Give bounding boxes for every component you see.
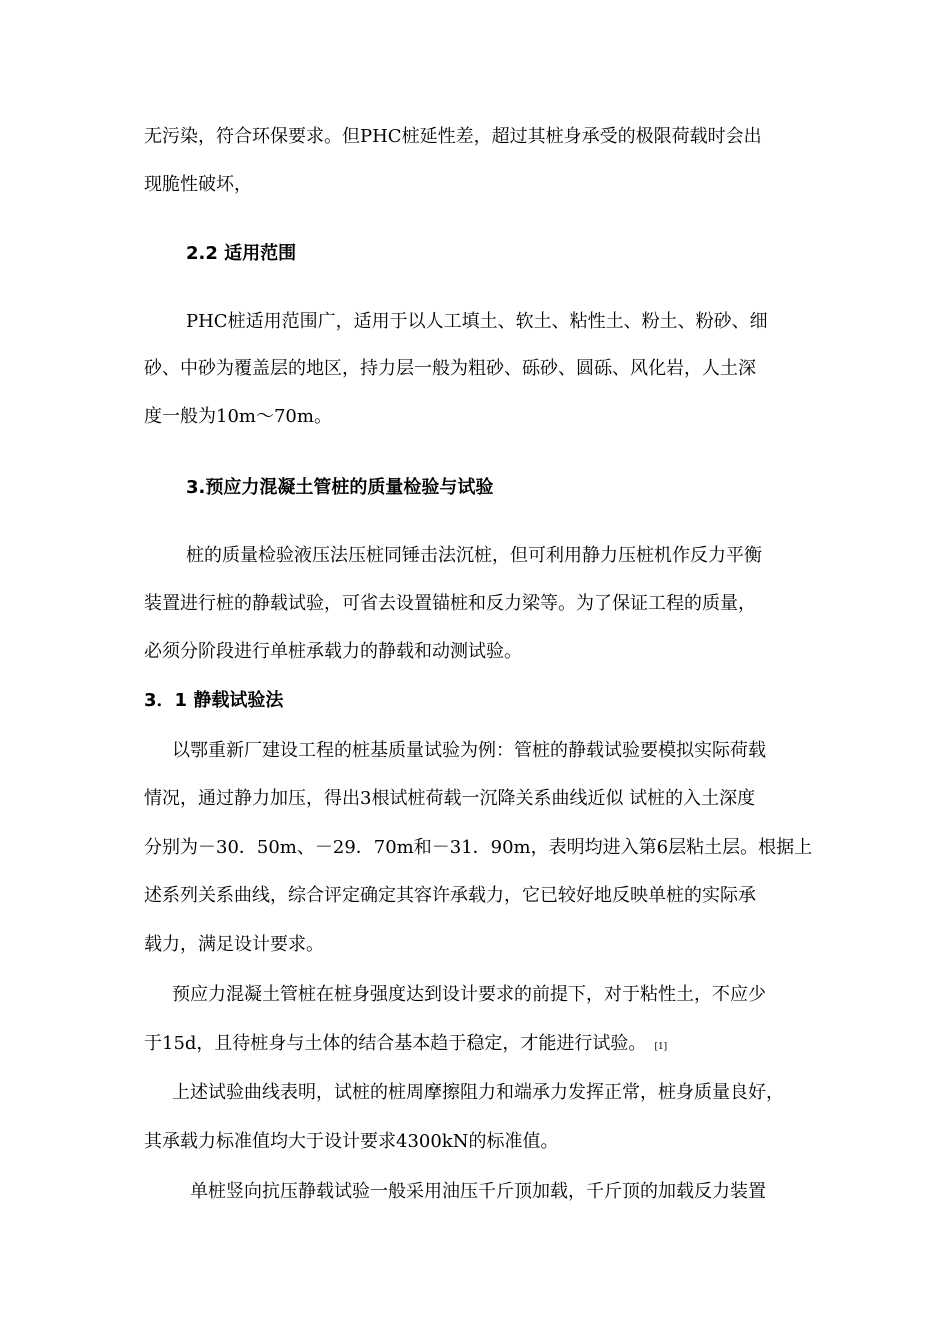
body-text-line: 情况，通过静力加压，得出3根试桩荷载一沉降关系曲线近似 试桩的入土深度 (144, 788, 756, 809)
body-text-line: 载力，满足设计要求。 (144, 934, 324, 955)
body-text-line: 现脆性破坏， (144, 174, 252, 195)
body-text-line: 其承载力标准值均大于设计要求4300kN的标准值。 (144, 1131, 559, 1152)
body-text-line: 桩的质量检验液压法压桩同锤击法沉桩，但可利用静力压桩机作反力平衡 (186, 545, 762, 566)
body-text-line: 单桩竖向抗压静载试验一般采用油压千斤顶加载，千斤顶的加载反力装置 (190, 1181, 766, 1202)
section-heading-2-2: 2.2 适用范围 (186, 243, 297, 264)
body-text-line: 装置进行桩的静载试验，可省去设置锚桩和反力梁等。为了保证工程的质量， (144, 593, 756, 614)
body-text-line (144, 1032, 667, 1059)
citation-ref[interactable]: [1] (654, 1042, 668, 1052)
body-text-line: 分别为－30．50m、－29．70m和－31．90m，表明均进入第6层粘土层。根据上 (144, 837, 813, 858)
body-text-span: 于15d，且待桩身与土体的结合基本趋于稳定，才能进行试验。 (144, 1033, 647, 1054)
body-text-line: 无污染，符合环保要求。但PHC桩延性差，超过其桩身承受的极限荷载时会出 (144, 126, 762, 147)
body-text-line: PHC桩适用范围广，适用于以人工填土、软土、粘性土、粉土、粉砂、细 (186, 311, 768, 332)
body-text-line: 砂、中砂为覆盖层的地区，持力层一般为粗砂、砾砂、圆砾、风化岩，人土深 (144, 358, 756, 379)
body-text-line: 述系列关系曲线，综合评定确定其容许承载力，它已较好地反映单桩的实际承 (144, 885, 756, 906)
body-text-line: 以鄂重新厂建设工程的桩基质量试验为例：管桩的静载试验要模拟实际荷载 (172, 740, 766, 761)
body-text-line: 度一般为10m～70m。 (144, 406, 332, 427)
body-text-line: 预应力混凝土管桩在桩身强度达到设计要求的前提下，对于粘性土，不应少 (172, 984, 766, 1005)
section-heading-3: 3.预应力混凝土管桩的质量检验与试验 (186, 477, 494, 498)
section-heading-3-1: 3．1 静载试验法 (144, 690, 284, 711)
body-text-line: 上述试验曲线表明，试桩的桩周摩擦阻力和端承力发挥正常，桩身质量良好， (172, 1082, 784, 1103)
body-text-line: 必须分阶段进行单桩承载力的静载和动测试验。 (144, 641, 522, 662)
